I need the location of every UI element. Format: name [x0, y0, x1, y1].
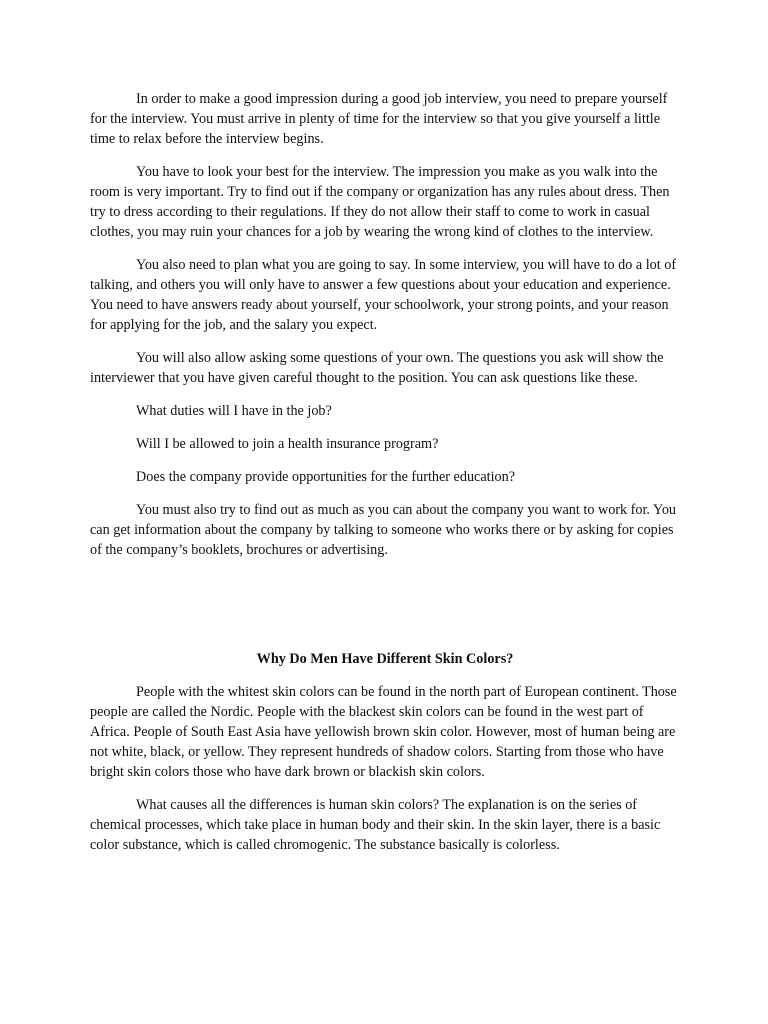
article2-paragraph-2: What causes all the differences is human skin colors? The explanation is on the series of chemical processes, which take place in human body and their skin. In the skin layer, there is a basic color substance, which is called chromogenic. The substance basically is colorless. [90, 797, 661, 853]
article1-paragraph-1: In order to make a good impression during a good job interview, you need to prepare yourself for the interview. You must arrive in plenty of time for the interview so that you give yourself a little time to relax before the interview begins. [90, 91, 668, 147]
question-item: What duties will I have in the job? [136, 403, 332, 419]
section-spacer [90, 573, 680, 649]
question-item: Does the company provide opportunities for the further education? [136, 469, 516, 485]
article1-paragraph-3: You also need to plan what you are going to say. In some interview, you will have to do a lot of talking, and others you will only have to answer a few questions about your education and experience. You need to have answers ready about yourself, your schoolwork, your strong points, and your reason for applying for the job, and the salary you expect. [90, 257, 677, 333]
article1-paragraph-2: You have to look your best for the interview. The impression you make as you walk into the room is very important. Try to find out if the company or organization has any rules about dress. Then try to dress according to their regulations. If they do not allow their staff to come to work in casual clothes, you may ruin your chances for a job by wearing the wrong kind of clothes to the interview. [90, 164, 670, 240]
article1-closing-paragraph: You must also try to find out as much as you can about the company you want to work for. You can get information about the company by talking to someone who works there or by asking for copies of the company’s booklets, brochures or advertising. [90, 502, 677, 558]
article2-title: Why Do Men Have Different Skin Colors? [256, 651, 514, 667]
question-item: Will I be allowed to join a health insurance program? [136, 436, 439, 452]
article1-paragraph-4: You will also allow asking some questions of your own. The questions you ask will show the interviewer that you have given careful thought to the position. You can ask questions like these. [90, 350, 664, 386]
document-body [90, 89, 680, 868]
article2-paragraph-1: People with the whitest skin colors can be found in the north part of European continent. Those people are called the Nordic. People with the blackest skin colors can be found in the west part of Africa. People of South East Asia have yellowish brown skin color. However, most of human being are not white, black, or yellow. They represent hundreds of shadow colors. Starting from those who have bright skin colors those who have dark brown or blackish skin colors. [90, 684, 677, 780]
